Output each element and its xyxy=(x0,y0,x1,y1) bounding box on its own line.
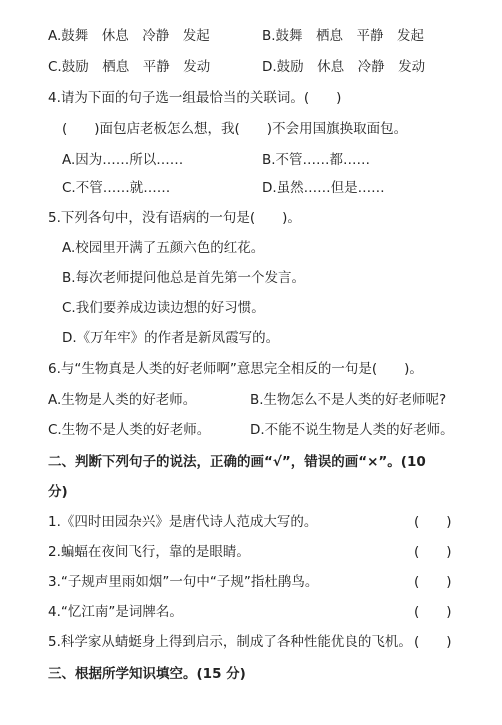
q5-stem: 5.下列各句中，没有语病的一句是( )。 xyxy=(48,210,301,226)
q4-option-a: A.因为……所以…… xyxy=(62,152,184,168)
q4-option-d: D.虽然……但是…… xyxy=(262,180,385,196)
q3-option-d: D.鼓励 休息 冷静 发动 xyxy=(262,59,426,75)
judge-answer-bracket-5: ( ) xyxy=(414,634,452,650)
judge-answer-bracket-3: ( ) xyxy=(414,574,452,590)
q6-option-c: C.生物不是人类的好老师。 xyxy=(48,422,211,438)
q4-option-b: B.不管……都…… xyxy=(262,152,371,168)
judge-item-1: 1.《四时田园杂兴》是唐代诗人范成大写的。 xyxy=(48,514,318,530)
q6-stem: 6.与“生物真是人类的好老师啊”意思完全相反的一句是( )。 xyxy=(48,361,423,377)
q5-option-a: A.校园里开满了五颜六色的红花。 xyxy=(62,240,265,256)
section2-heading-line2: 分) xyxy=(48,484,68,500)
q3-option-a: A.鼓舞 休息 冷静 发起 xyxy=(48,28,210,44)
judge-item-5: 5.科学家从蜻蜓身上得到启示，制成了各种性能优良的飞机。 xyxy=(48,634,412,650)
judge-answer-bracket-4: ( ) xyxy=(414,604,452,620)
section2-heading-line1: 二、判断下列句子的说法，正确的画“√”，错误的画“×”。(10 xyxy=(48,454,426,470)
judge-answer-bracket-2: ( ) xyxy=(414,544,452,560)
q4-option-c: C.不管……就…… xyxy=(62,180,171,196)
q3-option-c: C.鼓励 栖息 平静 发动 xyxy=(48,59,211,75)
q3-option-b: B.鼓舞 栖息 平静 发起 xyxy=(262,28,425,44)
judge-item-4: 4.“忆江南”是词牌名。 xyxy=(48,604,183,620)
q4-stem: 4.请为下面的句子选一组最恰当的关联词。( ) xyxy=(48,90,342,106)
judge-item-2: 2.蝙蝠在夜间飞行，靠的是眼睛。 xyxy=(48,544,250,560)
q6-option-d: D.不能不说生物是人类的好老师。 xyxy=(250,422,454,438)
q5-option-d: D.《万年牢》的作者是新凤霞写的。 xyxy=(62,330,280,346)
judge-answer-bracket-1: ( ) xyxy=(414,514,452,530)
section3-heading: 三、根据所学知识填空。(15 分) xyxy=(48,666,246,682)
q6-option-a: A.生物是人类的好老师。 xyxy=(48,392,197,408)
q5-option-b: B.每次老师提问他总是首先第一个发言。 xyxy=(62,270,306,286)
q5-option-c: C.我们要养成边读边想的好习惯。 xyxy=(62,300,265,316)
judge-item-3: 3.“子规声里雨如烟”一句中“子规”指杜鹃鸟。 xyxy=(48,574,319,590)
q4-sentence: ( )面包店老板怎么想，我( )不会用国旗换取面包。 xyxy=(62,121,408,137)
q6-option-b: B.生物怎么不是人类的好老师呢? xyxy=(250,392,447,408)
